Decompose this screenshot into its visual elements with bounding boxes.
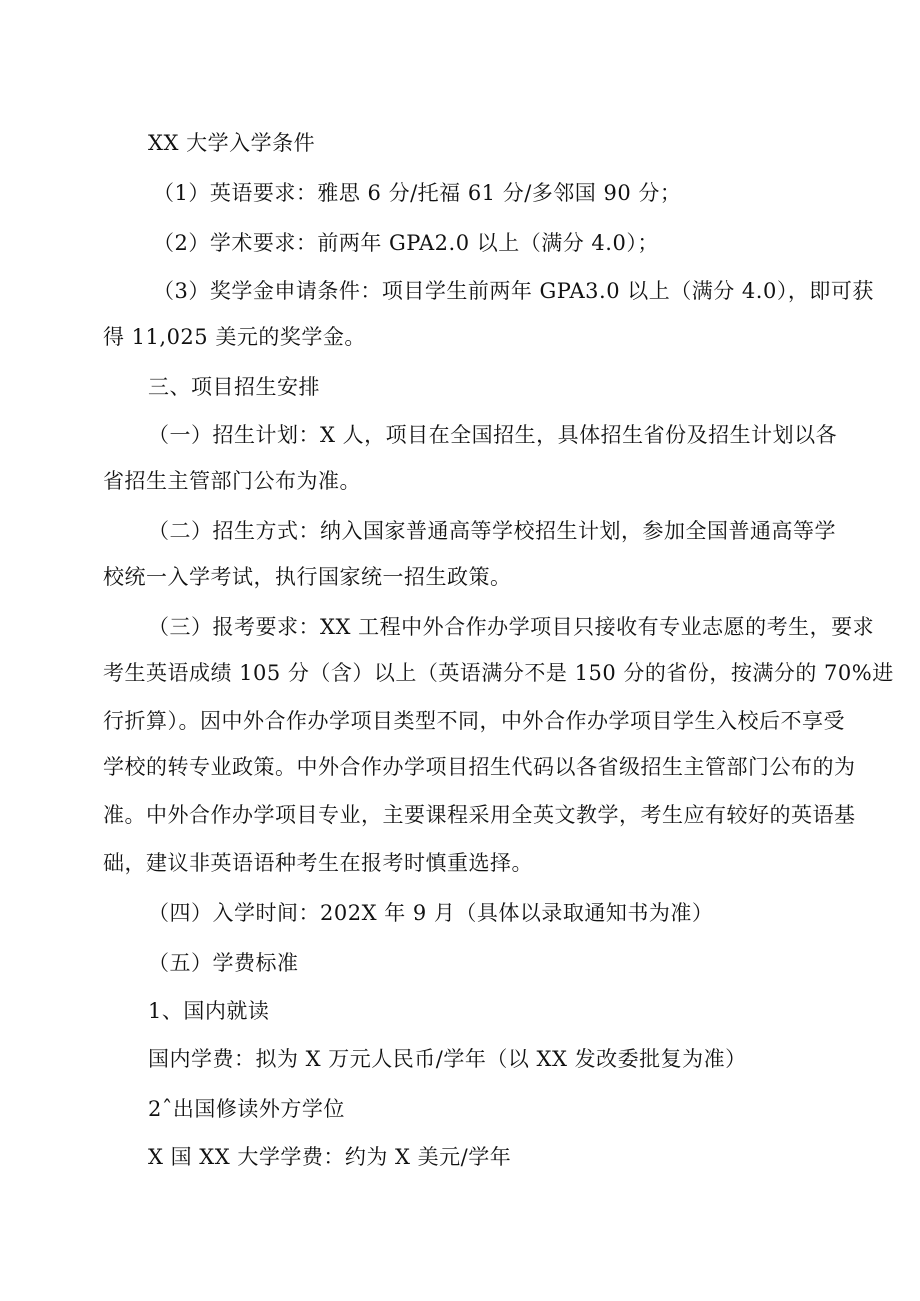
- fee-abroad-heading: 2ˆ出国修读外方学位: [148, 1097, 345, 1121]
- method-line-1: （二）招生方式：纳入国家普通高等学校招生计划，参加全国普通高等学: [148, 519, 836, 543]
- enrollment-time: （四）入学时间：202X 年 9 月（具体以录取通知书为准）: [148, 901, 714, 925]
- academic-requirement: （2）学术要求：前两年 GPA2.0 以上（满分 4.0）；: [153, 231, 659, 255]
- scholarship-line-1: （3）奖学金申请条件：项目学生前两年 GPA3.0 以上（满分 4.0），即可获: [153, 279, 874, 303]
- fee-domestic: 国内学费：拟为 X 万元人民币/学年（以 XX 发改委批复为准）: [148, 1047, 747, 1071]
- apply-line-5: 准。中外合作办学项目专业，主要课程采用全英文教学，考生应有较好的英语基: [103, 803, 856, 827]
- fee-heading: （五）学费标准: [148, 951, 299, 975]
- scholarship-line-2: 得 11,025 美元的奖学金。: [103, 325, 366, 349]
- apply-line-4: 学校的转专业政策。中外合作办学项目招生代码以各省级招生主管部门公布的为: [103, 755, 856, 779]
- apply-line-2: 考生英语成绩 105 分（含）以上（英语满分不是 150 分的省份，按满分的 70%进: [103, 661, 894, 685]
- plan-line-2: 省招生主管部门公布为准。: [103, 469, 361, 493]
- method-line-2: 校统一入学考试，执行国家统一招生政策。: [103, 565, 512, 589]
- english-requirement: （1）英语要求：雅思 6 分/托福 61 分/多邻国 90 分；: [153, 181, 682, 205]
- fee-domestic-heading: 1、国内就读: [148, 999, 270, 1023]
- plan-line-1: （一）招生计划：X 人，项目在全国招生，具体招生省份及招生计划以各: [148, 423, 838, 447]
- apply-line-6: 础，建议非英语语种考生在报考时慎重选择。: [103, 851, 533, 875]
- fee-abroad: X 国 XX 大学学费：约为 X 美元/学年: [148, 1145, 512, 1169]
- heading-admission-arrangement: 三、项目招生安排: [148, 375, 320, 399]
- apply-line-1: （三）报考要求：XX 工程中外合作办学项目只接收有专业志愿的考生，要求: [148, 615, 875, 639]
- apply-line-3: 行折算）。因中外合作办学项目类型不同，中外合作办学项目学生入校后不享受: [103, 709, 845, 733]
- section-title: XX 大学入学条件: [148, 131, 316, 155]
